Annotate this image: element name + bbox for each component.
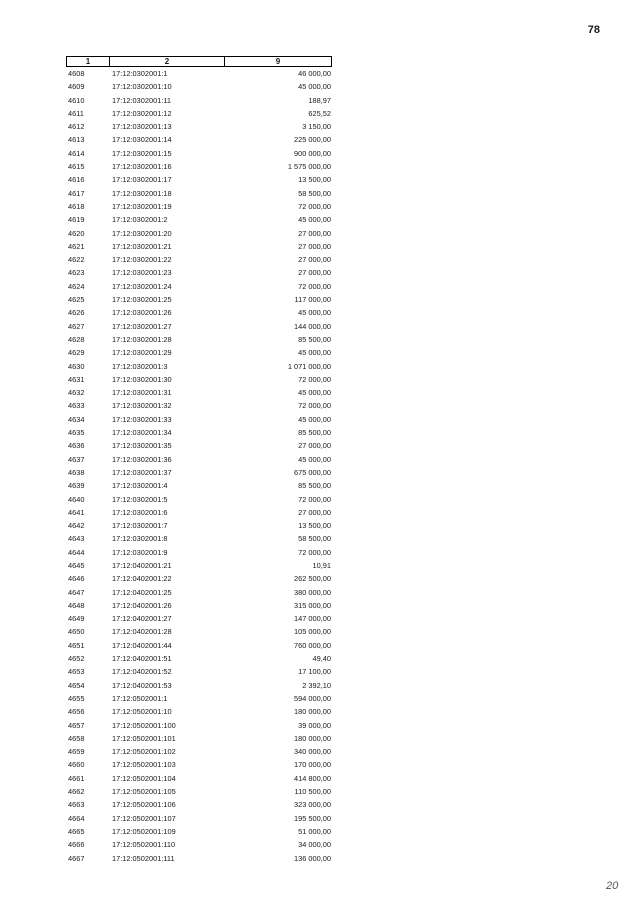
cadastral-number: 17:12:0402001:21 [112, 560, 172, 570]
cadastral-value: 380 000,00 [294, 587, 331, 597]
cadastral-value: 39 000,00 [298, 720, 331, 730]
row-number: 4645 [68, 560, 85, 570]
table-row [66, 825, 332, 838]
row-number: 4610 [68, 95, 85, 105]
table-row [66, 160, 332, 173]
table-row [66, 386, 332, 399]
row-number: 4644 [68, 547, 85, 557]
page-number: 78 [587, 24, 600, 36]
table-row [66, 719, 332, 732]
cadastral-value: 17 100,00 [298, 667, 331, 677]
row-number: 4649 [68, 614, 85, 624]
cadastral-number: 17:12:0302001:11 [112, 95, 172, 105]
table-row [66, 772, 332, 785]
table-row [66, 479, 332, 492]
row-number: 4666 [68, 840, 85, 850]
table-row [66, 493, 332, 506]
cadastral-number: 17:12:0302001:26 [112, 308, 172, 318]
table-row [66, 572, 332, 585]
row-number: 4659 [68, 747, 85, 757]
cadastral-value: 195 500,00 [294, 813, 331, 823]
cadastral-number: 17:12:0302001:14 [112, 135, 172, 145]
cadastral-number: 17:12:0502001:103 [112, 760, 176, 770]
cadastral-number: 17:12:0302001:3 [112, 361, 168, 371]
row-number: 4628 [68, 334, 85, 344]
row-number: 4641 [68, 507, 85, 517]
cadastral-value: 180 000,00 [294, 707, 331, 717]
cadastral-number: 17:12:0302001:23 [112, 268, 172, 278]
cadastral-number: 17:12:0302001:10 [112, 82, 172, 92]
cadastral-value: 136 000,00 [294, 853, 331, 863]
cadastral-number: 17:12:0502001:100 [112, 720, 176, 730]
table-row [66, 652, 332, 665]
table-row [66, 173, 332, 186]
cadastral-value: 323 000,00 [294, 800, 331, 810]
cadastral-value: 51 000,00 [298, 826, 331, 836]
cadastral-number: 17:12:0302001:34 [112, 428, 172, 438]
cadastral-value: 170 000,00 [294, 760, 331, 770]
table-row [66, 80, 332, 93]
cadastral-value: 85 500,00 [298, 481, 331, 491]
table-header [66, 56, 332, 67]
cadastral-number: 17:12:0402001:53 [112, 680, 172, 690]
table-row [66, 812, 332, 825]
row-number: 4617 [68, 188, 85, 198]
table-row [66, 532, 332, 545]
cadastral-value: 188,97 [308, 95, 331, 105]
cadastral-number: 17:12:0302001:16 [112, 162, 172, 172]
cadastral-value: 46 000,00 [298, 69, 331, 78]
cadastral-number: 17:12:0402001:52 [112, 667, 172, 677]
cadastral-number: 17:12:0302001:18 [112, 188, 172, 198]
cadastral-number: 17:12:0502001:106 [112, 800, 176, 810]
row-number: 4647 [68, 587, 85, 597]
table-row [66, 519, 332, 532]
cadastral-number: 17:12:0302001:22 [112, 255, 172, 265]
table-row [66, 413, 332, 426]
cadastral-number: 17:12:0502001:102 [112, 747, 176, 757]
cadastral-number: 17:12:0302001:4 [112, 481, 168, 491]
column-header-2: 2 [110, 57, 225, 66]
table-row [66, 639, 332, 652]
cadastral-value: 27 000,00 [298, 255, 331, 265]
cadastral-number: 17:12:0302001:12 [112, 108, 172, 118]
cadastral-value: 58 500,00 [298, 534, 331, 544]
cadastral-number: 17:12:0502001:10 [112, 707, 172, 717]
cadastral-value: 117 000,00 [294, 295, 331, 305]
cadastral-value: 315 000,00 [294, 600, 331, 610]
cadastral-value: 45 000,00 [298, 388, 331, 398]
cadastral-number: 17:12:0502001:107 [112, 813, 176, 823]
table-row [66, 559, 332, 572]
cadastral-value: 27 000,00 [298, 268, 331, 278]
table-row [66, 120, 332, 133]
table-row [66, 213, 332, 226]
table-row [66, 705, 332, 718]
cadastral-value: 27 000,00 [298, 441, 331, 451]
table-row [66, 546, 332, 559]
cadastral-value: 900 000,00 [294, 148, 331, 158]
cadastral-value: 45 000,00 [298, 454, 331, 464]
cadastral-value: 85 500,00 [298, 428, 331, 438]
cadastral-number: 17:12:0302001:33 [112, 414, 172, 424]
table-row [66, 798, 332, 811]
row-number: 4619 [68, 215, 85, 225]
row-number: 4618 [68, 201, 85, 211]
cadastral-number: 17:12:0302001:36 [112, 454, 172, 464]
table-row [66, 466, 332, 479]
cadastral-value: 414 800,00 [294, 773, 331, 783]
cadastral-number: 17:12:0302001:7 [112, 521, 168, 531]
cadastral-number: 17:12:0402001:26 [112, 600, 172, 610]
row-number: 4662 [68, 787, 85, 797]
column-header-1: 1 [67, 57, 110, 66]
row-number: 4613 [68, 135, 85, 145]
row-number: 4612 [68, 122, 85, 132]
cadastral-value-table [66, 56, 332, 865]
cadastral-value: 675 000,00 [294, 467, 331, 477]
cadastral-number: 17:12:0302001:13 [112, 122, 172, 132]
row-number: 4663 [68, 800, 85, 810]
row-number: 4621 [68, 241, 85, 251]
table-row [66, 453, 332, 466]
row-number: 4640 [68, 494, 85, 504]
cadastral-value: 105 000,00 [294, 627, 331, 637]
cadastral-value: 34 000,00 [298, 840, 331, 850]
row-number: 4629 [68, 348, 85, 358]
row-number: 4627 [68, 321, 85, 331]
table-row [66, 187, 332, 200]
table-row [66, 732, 332, 745]
cadastral-number: 17:12:0302001:21 [112, 241, 172, 251]
cadastral-value: 340 000,00 [294, 747, 331, 757]
row-number: 4643 [68, 534, 85, 544]
row-number: 4622 [68, 255, 85, 265]
table-row [66, 785, 332, 798]
cadastral-number: 17:12:0302001:24 [112, 281, 172, 291]
cadastral-number: 17:12:0402001:51 [112, 654, 172, 664]
row-number: 4633 [68, 401, 85, 411]
row-number: 4639 [68, 481, 85, 491]
cadastral-value: 625,52 [308, 108, 331, 118]
cadastral-value: 58 500,00 [298, 188, 331, 198]
row-number: 4667 [68, 853, 85, 863]
table-row [66, 758, 332, 771]
row-number: 4635 [68, 428, 85, 438]
cadastral-value: 72 000,00 [298, 494, 331, 504]
row-number: 4648 [68, 600, 85, 610]
cadastral-value: 45 000,00 [298, 414, 331, 424]
cadastral-value: 27 000,00 [298, 507, 331, 517]
table-row [66, 373, 332, 386]
cadastral-value: 110 500,00 [294, 787, 331, 797]
table-row [66, 320, 332, 333]
row-number: 4630 [68, 361, 85, 371]
cadastral-value: 72 000,00 [298, 401, 331, 411]
table-row [66, 439, 332, 452]
table-row [66, 346, 332, 359]
cadastral-number: 17:12:0302001:20 [112, 228, 172, 238]
row-number: 4657 [68, 720, 85, 730]
row-number: 4624 [68, 281, 85, 291]
row-number: 4650 [68, 627, 85, 637]
table-row [66, 200, 332, 213]
cadastral-number: 17:12:0302001:35 [112, 441, 172, 451]
cadastral-value: 1 575 000,00 [287, 162, 331, 172]
cadastral-value: 3 150,00 [302, 122, 331, 132]
table-row [66, 625, 332, 638]
cadastral-value: 225 000,00 [294, 135, 331, 145]
table-row [66, 838, 332, 851]
cadastral-number: 17:12:0302001:28 [112, 334, 172, 344]
row-number: 4646 [68, 574, 85, 584]
cadastral-number: 17:12:0402001:25 [112, 587, 172, 597]
cadastral-value: 72 000,00 [298, 201, 331, 211]
column-header-9: 9 [275, 57, 281, 66]
cadastral-number: 17:12:0402001:28 [112, 627, 172, 637]
cadastral-number: 17:12:0302001:27 [112, 321, 172, 331]
table-row [66, 426, 332, 439]
table-row [66, 306, 332, 319]
row-number: 4655 [68, 693, 85, 703]
table-row [66, 107, 332, 120]
table-row [66, 665, 332, 678]
cadastral-value: 27 000,00 [298, 228, 331, 238]
row-number: 4634 [68, 414, 85, 424]
row-number: 4661 [68, 773, 85, 783]
cadastral-value: 1 071 000,00 [287, 361, 331, 371]
table-row [66, 612, 332, 625]
row-number: 4664 [68, 813, 85, 823]
cadastral-number: 17:12:0302001:15 [112, 148, 172, 158]
table-row [66, 586, 332, 599]
table-row [66, 360, 332, 373]
cadastral-number: 17:12:0302001:25 [112, 295, 172, 305]
cadastral-number: 17:12:0502001:110 [112, 840, 176, 850]
cadastral-value: 144 000,00 [294, 321, 331, 331]
cadastral-value: 760 000,00 [294, 640, 331, 650]
cadastral-value: 147 000,00 [294, 614, 331, 624]
table-row [66, 133, 332, 146]
cadastral-number: 17:12:0302001:8 [112, 534, 168, 544]
row-number: 4654 [68, 680, 85, 690]
cadastral-value: 2 392,10 [302, 680, 331, 690]
cadastral-number: 17:12:0502001:101 [112, 733, 176, 743]
cadastral-number: 17:12:0402001:22 [112, 574, 172, 584]
row-number: 4631 [68, 374, 85, 384]
cadastral-value: 45 000,00 [298, 215, 331, 225]
cadastral-value: 85 500,00 [298, 334, 331, 344]
cadastral-value: 72 000,00 [298, 374, 331, 384]
cadastral-value: 594 000,00 [294, 693, 331, 703]
table-row [66, 679, 332, 692]
table-row [66, 293, 332, 306]
table-row [66, 333, 332, 346]
cadastral-number: 17:12:0402001:44 [112, 640, 172, 650]
cadastral-number: 17:12:0302001:32 [112, 401, 172, 411]
cadastral-number: 17:12:0302001:31 [112, 388, 172, 398]
table-row [66, 266, 332, 279]
cadastral-value: 27 000,00 [298, 241, 331, 251]
row-number: 4616 [68, 175, 85, 185]
cadastral-number: 17:12:0502001:104 [112, 773, 176, 783]
cadastral-value: 180 000,00 [294, 733, 331, 743]
row-number: 4642 [68, 521, 85, 531]
row-number: 4660 [68, 760, 85, 770]
row-number: 4609 [68, 82, 85, 92]
row-number: 4615 [68, 162, 85, 172]
cadastral-value: 45 000,00 [298, 82, 331, 92]
cadastral-number: 17:12:0402001:27 [112, 614, 172, 624]
row-number: 4625 [68, 295, 85, 305]
cadastral-number: 17:12:0302001:6 [112, 507, 168, 517]
row-number: 4656 [68, 707, 85, 717]
table-row [66, 852, 332, 865]
row-number: 4620 [68, 228, 85, 238]
cadastral-number: 17:12:0302001:29 [112, 348, 172, 358]
table-row [66, 227, 332, 240]
corner-mark: 20 [606, 880, 619, 892]
cadastral-number: 17:12:0302001:17 [112, 175, 172, 185]
cadastral-number: 17:12:0302001:2 [112, 215, 168, 225]
table-row [66, 506, 332, 519]
cadastral-value: 10,91 [312, 560, 331, 570]
row-number: 4626 [68, 308, 85, 318]
table-row [66, 280, 332, 293]
row-number: 4608 [68, 69, 85, 78]
cadastral-number: 17:12:0502001:1 [112, 693, 168, 703]
cadastral-value: 45 000,00 [298, 308, 331, 318]
cadastral-number: 17:12:0302001:5 [112, 494, 168, 504]
table-row [66, 240, 332, 253]
cadastral-value: 13 500,00 [298, 175, 331, 185]
row-number: 4611 [68, 108, 84, 118]
cadastral-number: 17:12:0502001:105 [112, 787, 176, 797]
row-number: 4632 [68, 388, 85, 398]
row-number: 4652 [68, 654, 85, 664]
cadastral-number: 17:12:0502001:111 [112, 853, 175, 863]
cadastral-value: 72 000,00 [298, 281, 331, 291]
row-number: 4658 [68, 733, 85, 743]
cadastral-number: 17:12:0302001:19 [112, 201, 172, 211]
table-row [66, 67, 332, 80]
table-row [66, 745, 332, 758]
row-number: 4636 [68, 441, 85, 451]
table-row [66, 399, 332, 412]
row-number: 4653 [68, 667, 85, 677]
table-body [66, 67, 332, 865]
cadastral-value: 72 000,00 [298, 547, 331, 557]
row-number: 4638 [68, 467, 85, 477]
table-row [66, 599, 332, 612]
cadastral-number: 17:12:0302001:30 [112, 374, 172, 384]
table-row [66, 253, 332, 266]
cadastral-value: 45 000,00 [298, 348, 331, 358]
row-number: 4651 [68, 640, 85, 650]
cadastral-number: 17:12:0302001:9 [112, 547, 168, 557]
cadastral-value: 262 500,00 [294, 574, 331, 584]
cadastral-value: 49,40 [312, 654, 331, 664]
table-row [66, 147, 332, 160]
row-number: 4614 [68, 148, 85, 158]
table-row [66, 94, 332, 107]
cadastral-value: 13 500,00 [298, 521, 331, 531]
table-row [66, 692, 332, 705]
row-number: 4623 [68, 268, 85, 278]
cadastral-number: 17:12:0302001:37 [112, 467, 172, 477]
cadastral-number: 17:12:0502001:109 [112, 826, 176, 836]
row-number: 4665 [68, 826, 85, 836]
row-number: 4637 [68, 454, 85, 464]
cadastral-number: 17:12:0302001:1 [112, 69, 168, 78]
